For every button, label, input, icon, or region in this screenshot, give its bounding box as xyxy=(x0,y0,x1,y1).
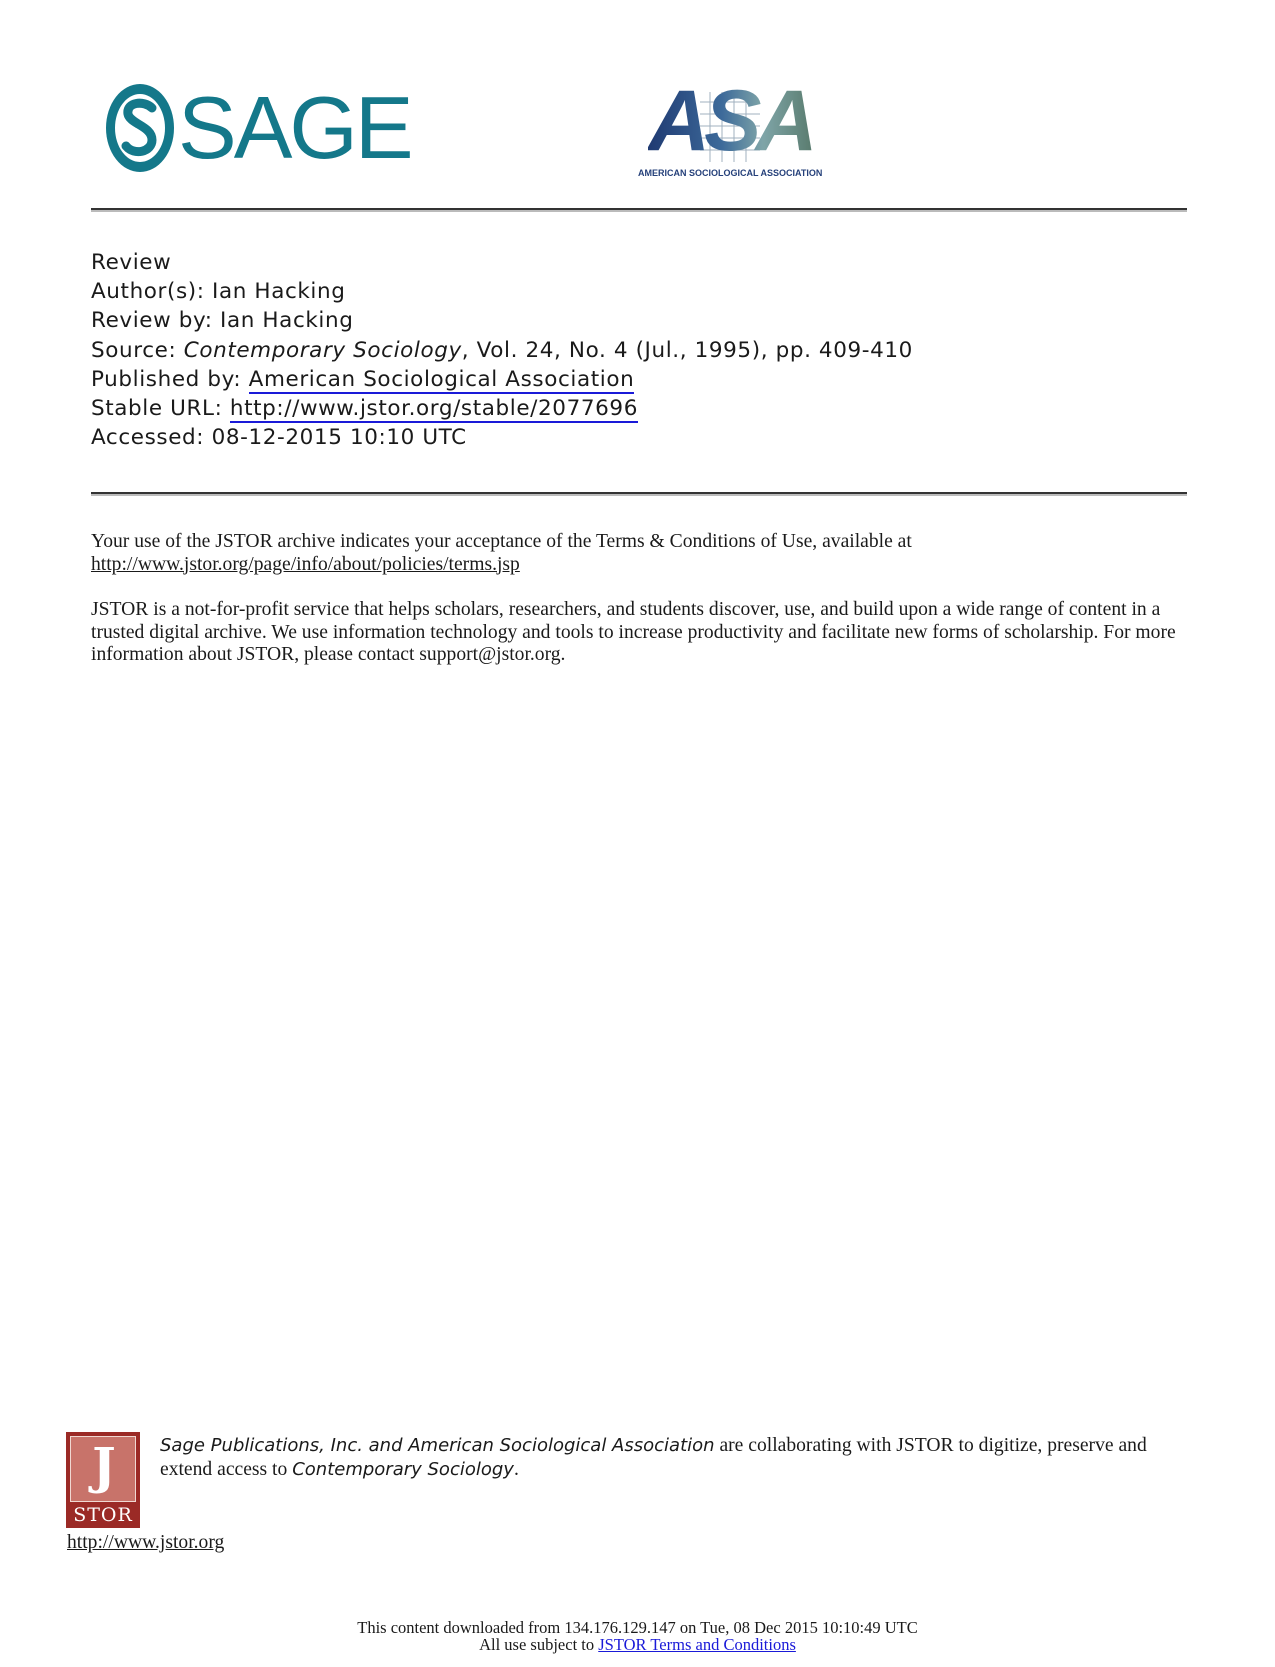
source-label: Source: xyxy=(91,337,184,363)
download-line: This content downloaded from 134.176.129.147 on Tue, 08 Dec 2015 10:10:49 UTC xyxy=(357,1618,918,1637)
sage-wordmark: SAGE xyxy=(178,78,411,177)
download-notice xyxy=(0,1619,1275,1653)
jstor-home-link[interactable]: http://www.jstor.org xyxy=(67,1532,225,1553)
authors-row xyxy=(91,277,913,306)
authors-label: Author(s): xyxy=(91,279,213,305)
collab-publishers: Sage Publications, Inc. and American Sociological Association xyxy=(160,1435,715,1456)
top-divider xyxy=(91,208,1187,210)
asa-logo xyxy=(638,73,834,182)
terms-paragraph xyxy=(91,531,1191,576)
published-row xyxy=(91,365,913,394)
collaboration-statement xyxy=(160,1434,1200,1482)
accessed-label: Accessed: xyxy=(91,425,212,451)
review-by-label: Review by: xyxy=(91,308,221,334)
publisher-link[interactable]: American Sociological Association xyxy=(248,366,635,392)
sage-logo xyxy=(104,78,434,178)
collab-text: are collaborating with JSTOR to digitize, preserve and extend access to xyxy=(160,1435,1147,1480)
citation-block xyxy=(91,248,913,452)
asa-subtitle: AMERICAN SOCIOLOGICAL ASSOCIATION xyxy=(638,168,823,178)
jstor-logo-word: STOR xyxy=(73,1504,133,1526)
jstor-terms-link[interactable]: JSTOR Terms and Conditions xyxy=(598,1635,796,1654)
middle-divider xyxy=(91,492,1187,494)
item-title: Review xyxy=(91,250,172,275)
accessed-row xyxy=(91,423,913,452)
jstor-emblem-icon xyxy=(70,1436,136,1502)
terms-link[interactable]: http://www.jstor.org/page/info/about/policies/terms.jsp xyxy=(91,553,520,575)
review-by-value: Ian Hacking xyxy=(220,308,354,334)
review-by-row xyxy=(91,306,913,335)
stable-url-label: Stable URL: xyxy=(91,396,230,422)
jstor-logo-letter: J xyxy=(92,1436,116,1495)
source-details: , Vol. 24, No. 4 (Jul., 1995), pp. 409-410 xyxy=(461,337,913,363)
asa-wordmark: ASA xyxy=(648,73,812,169)
collab-end: . xyxy=(513,1459,519,1480)
terms-line xyxy=(0,1636,1275,1653)
collab-journal: Contemporary Sociology xyxy=(292,1459,514,1480)
published-label: Published by: xyxy=(91,366,249,392)
about-paragraph: JSTOR is a not-for-profit service that helps scholars, researchers, and students discover, use, and build upon a wide range of content in a trusted digital archive. We use information technology and tools to increase productivity and facilitate new forms of scholarship. For more information about JSTOR, please contact support@jstor.org. xyxy=(91,599,1176,665)
terms-text: Your use of the JSTOR archive indicates your acceptance of the Terms & Conditions of Use, available at xyxy=(91,531,912,552)
source-row xyxy=(91,336,913,365)
sage-emblem-icon xyxy=(104,82,176,174)
jstor-logo xyxy=(66,1432,140,1528)
stable-url-row xyxy=(91,394,913,423)
stable-url-link[interactable]: http://www.jstor.org/stable/2077696 xyxy=(229,396,638,422)
terms-line-prefix: All use subject to xyxy=(479,1635,599,1654)
source-journal: Contemporary Sociology xyxy=(183,337,462,363)
authors-value: Ian Hacking xyxy=(212,279,346,305)
accessed-value: 08-12-2015 10:10 UTC xyxy=(211,425,467,451)
